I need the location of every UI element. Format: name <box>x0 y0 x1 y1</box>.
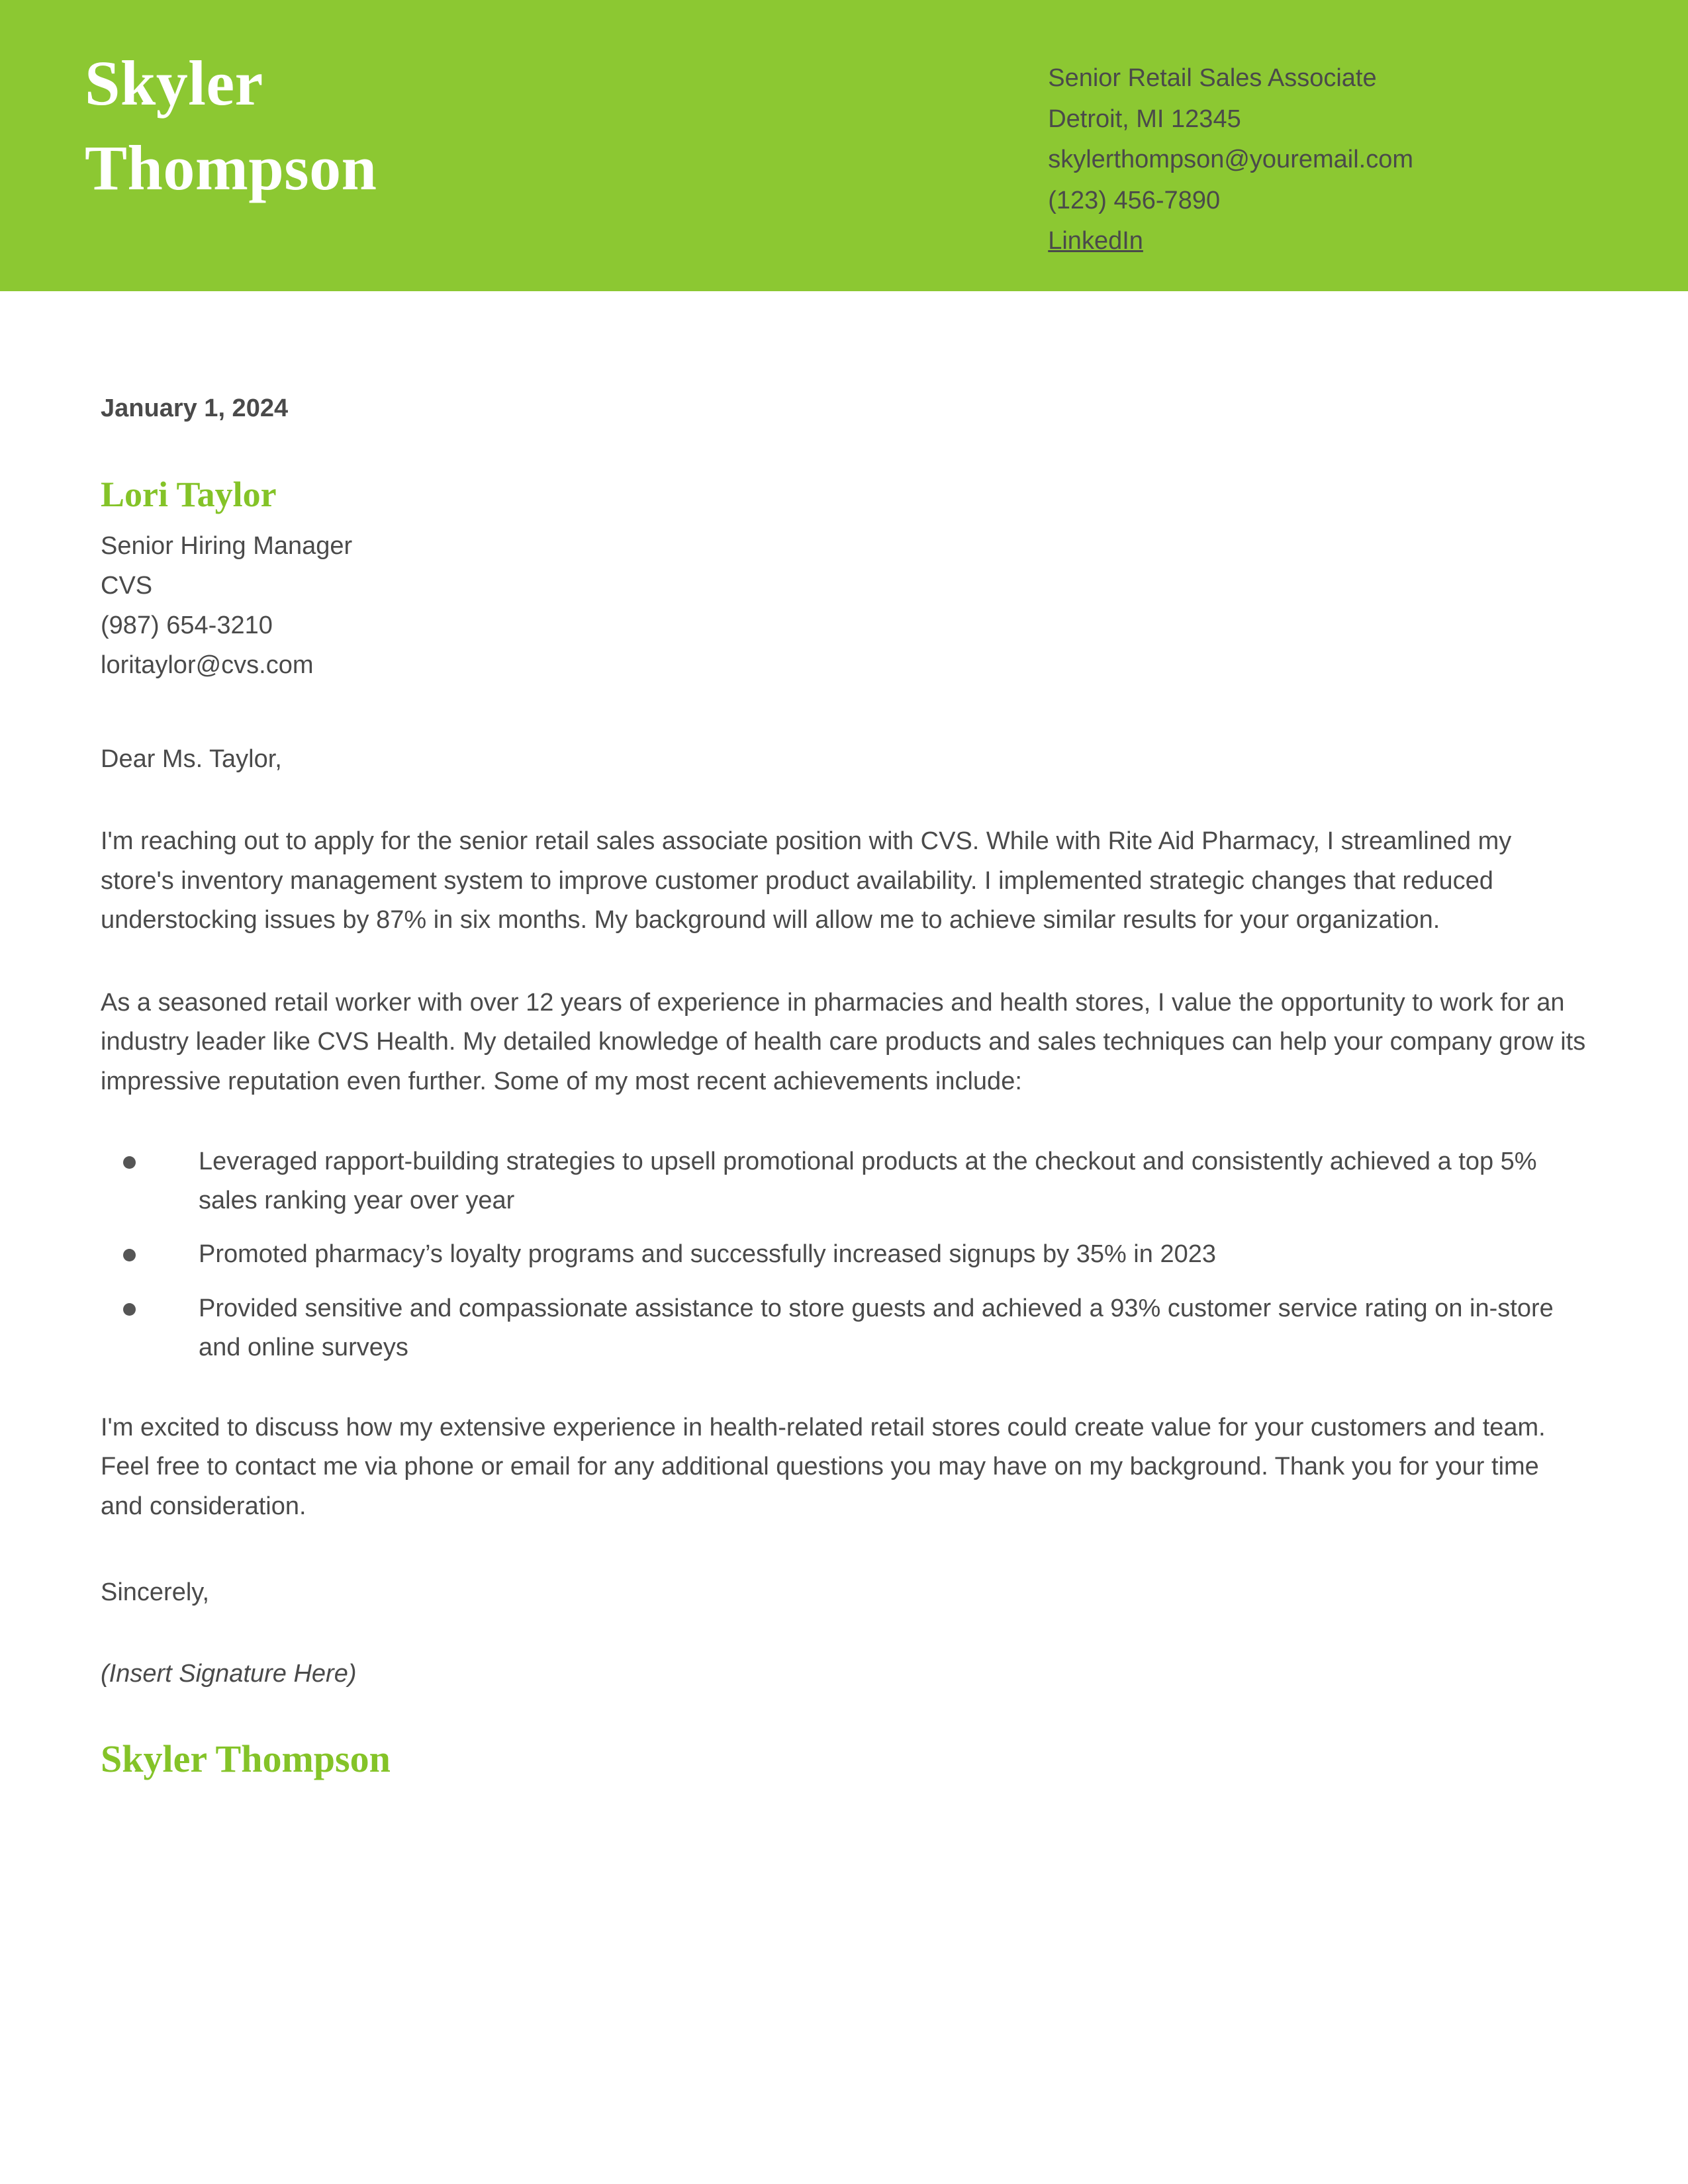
list-item <box>101 1289 1587 1368</box>
achievement-text: Provided sensitive and compassionate assistance to store guests and achieved a 93% customer service rating on in-store and online surveys <box>199 1294 1554 1361</box>
achievement-text: Promoted pharmacy’s loyalty programs and successfully increased signups by 35% in 2023 <box>199 1240 1216 1269</box>
list-item <box>101 1142 1587 1221</box>
applicant-email[interactable]: skylerthompson@youremail.com <box>1048 146 1413 174</box>
bullet-dot-icon <box>123 1303 136 1316</box>
recipient-company: CVS <box>101 572 153 600</box>
salutation: Dear Ms. Taylor, <box>101 745 282 774</box>
list-item <box>101 1235 1587 1274</box>
body-paragraph-1: I'm reaching out to apply for the senior retail sales associate position with CVS. While with Rite Aid Pharmacy, I streamlined my store's inventory management system to improve customer product availability. I implemented strategic changes that reduced understocking issues by 87% in six months. My background will allow me to achieve similar results for your organization. <box>101 827 1512 934</box>
body-paragraph-2: As a seasoned retail worker with over 12 years of experience in pharmacies and health stores, I value the opportunity to work for an industry leader like CVS Health. My detailed knowledge of health care products and sales techniques can help your company grow its impressive reputation even further. Some of my most recent achievements include: <box>101 989 1586 1095</box>
bullet-dot-icon <box>123 1249 136 1261</box>
applicant-contact-block <box>1048 58 1413 262</box>
sign-off: Sincerely, <box>101 1578 210 1607</box>
letter-date: January 1, 2024 <box>101 394 289 422</box>
applicant-name <box>85 41 680 210</box>
applicant-location: Detroit, MI 12345 <box>1048 105 1241 133</box>
applicant-phone[interactable]: (123) 456-7890 <box>1048 186 1221 214</box>
achievements-list <box>101 1142 1587 1367</box>
signature-name: Skyler Thompson <box>101 1737 391 1781</box>
applicant-name-first: Skyler <box>85 48 263 118</box>
bullet-dot-icon <box>123 1156 136 1169</box>
recipient-phone: (987) 654-3210 <box>101 612 273 640</box>
letter-body <box>0 291 1688 1784</box>
achievement-text: Leveraged rapport-building strategies to upsell promotional products at the checkout and consistently achieved a top 5% sales ranking year over year <box>199 1147 1537 1215</box>
body-paragraph-3: I'm excited to discuss how my extensive experience in health-related retail stores could create value for your customers and team. Feel free to contact me via phone or email for any additional questions you may have on my background. Thank you for your time and consideration. <box>101 1414 1546 1520</box>
applicant-job-title: Senior Retail Sales Associate <box>1048 64 1377 92</box>
signature-placeholder: (Insert Signature Here) <box>101 1660 357 1688</box>
applicant-name-last: Thompson <box>85 132 377 203</box>
recipient-email: loritaylor@cvs.com <box>101 651 314 680</box>
letter-content <box>101 392 1587 1784</box>
header-band <box>0 0 1688 291</box>
recipient-name: Lori Taylor <box>101 475 277 515</box>
recipient-block <box>101 473 1587 685</box>
recipient-title: Senior Hiring Manager <box>101 532 353 561</box>
linkedin-link[interactable]: LinkedIn <box>1048 227 1143 255</box>
